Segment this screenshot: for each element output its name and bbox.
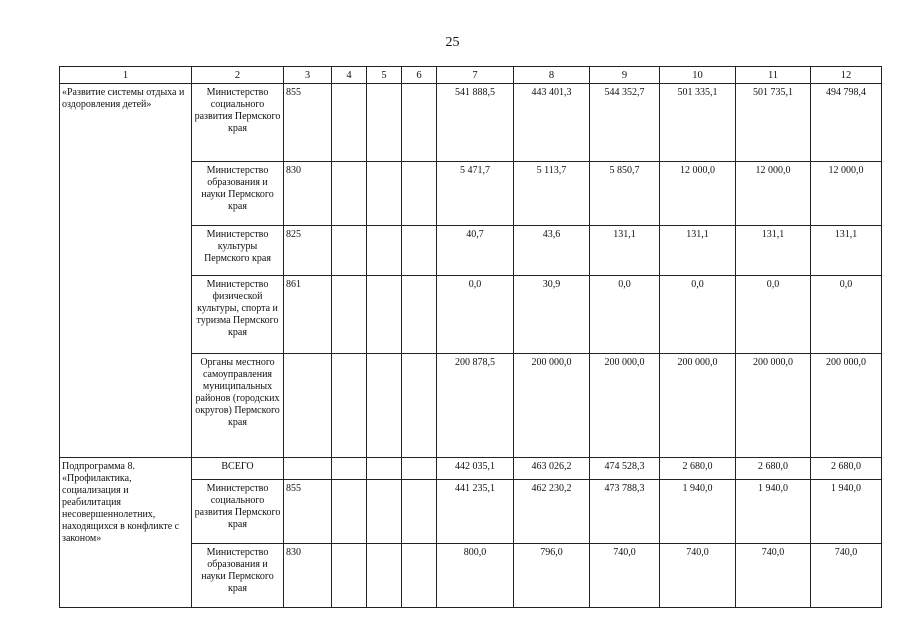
org-code	[284, 353, 332, 457]
cell-col5	[367, 161, 402, 225]
value-col10: 0,0	[660, 275, 736, 353]
cell-col5	[367, 275, 402, 353]
value-col11: 0,0	[736, 275, 811, 353]
value-col7: 200 878,5	[437, 353, 514, 457]
org-name: Министерство образования и науки Пермского края	[192, 161, 284, 225]
value-col8: 30,9	[514, 275, 590, 353]
value-col10: 2 680,0	[660, 457, 736, 479]
cell-col5	[367, 353, 402, 457]
column-header: 11	[736, 67, 811, 84]
value-col8: 463 026,2	[514, 457, 590, 479]
value-col10: 740,0	[660, 543, 736, 607]
value-col8: 443 401,3	[514, 83, 590, 161]
org-code: 830	[284, 161, 332, 225]
cell-col4	[332, 353, 367, 457]
table-row	[60, 457, 882, 479]
value-col11: 200 000,0	[736, 353, 811, 457]
value-col12: 740,0	[811, 543, 882, 607]
page-number: 25	[445, 35, 460, 50]
org-name: Министерство социального развития Пермского края	[192, 83, 284, 161]
cell-col6	[402, 543, 437, 607]
value-col8: 796,0	[514, 543, 590, 607]
cell-col4	[332, 543, 367, 607]
value-col9: 200 000,0	[590, 353, 660, 457]
table-row	[60, 83, 882, 161]
value-col9: 474 528,3	[590, 457, 660, 479]
column-header: 4	[332, 67, 367, 84]
value-col8: 200 000,0	[514, 353, 590, 457]
cell-col4	[332, 275, 367, 353]
program-name: Подпрограмма 8. «Профилактика, социализация и реабилитация несовершеннолетних, находящихся в конфликте с законом»	[60, 457, 192, 607]
column-header: 2	[192, 67, 284, 84]
value-col11: 1 940,0	[736, 479, 811, 543]
value-col9: 740,0	[590, 543, 660, 607]
org-name: Министерство физической культуры, спорта и туризма Пермского края	[192, 275, 284, 353]
org-code	[284, 457, 332, 479]
cell-col4	[332, 83, 367, 161]
cell-col5	[367, 543, 402, 607]
value-col7: 441 235,1	[437, 479, 514, 543]
value-col12: 12 000,0	[811, 161, 882, 225]
column-header: 3	[284, 67, 332, 84]
column-header: 5	[367, 67, 402, 84]
column-header: 1	[60, 67, 192, 84]
value-col11: 12 000,0	[736, 161, 811, 225]
column-header: 8	[514, 67, 590, 84]
cell-col6	[402, 457, 437, 479]
value-col9: 544 352,7	[590, 83, 660, 161]
org-code: 825	[284, 225, 332, 275]
value-col8: 5 113,7	[514, 161, 590, 225]
value-col7: 541 888,5	[437, 83, 514, 161]
column-header: 6	[402, 67, 437, 84]
value-col7: 442 035,1	[437, 457, 514, 479]
value-col7: 800,0	[437, 543, 514, 607]
cell-col6	[402, 225, 437, 275]
value-col12: 0,0	[811, 275, 882, 353]
value-col9: 473 788,3	[590, 479, 660, 543]
org-name: Министерство образования и науки Пермского края	[192, 543, 284, 607]
column-header: 7	[437, 67, 514, 84]
value-col10: 12 000,0	[660, 161, 736, 225]
org-name: Органы местного самоуправления муниципальных районов (городских округов) Пермского края	[192, 353, 284, 457]
cell-col5	[367, 457, 402, 479]
cell-col6	[402, 275, 437, 353]
value-col9: 5 850,7	[590, 161, 660, 225]
cell-col4	[332, 225, 367, 275]
value-col11: 501 735,1	[736, 83, 811, 161]
value-col7: 40,7	[437, 225, 514, 275]
value-col9: 131,1	[590, 225, 660, 275]
cell-col6	[402, 479, 437, 543]
cell-col5	[367, 83, 402, 161]
budget-table	[59, 66, 882, 608]
org-code: 855	[284, 479, 332, 543]
org-name: ВСЕГО	[192, 457, 284, 479]
value-col10: 501 335,1	[660, 83, 736, 161]
value-col11: 740,0	[736, 543, 811, 607]
cell-col6	[402, 161, 437, 225]
cell-col6	[402, 353, 437, 457]
value-col8: 462 230,2	[514, 479, 590, 543]
value-col12: 131,1	[811, 225, 882, 275]
cell-col4	[332, 479, 367, 543]
value-col9: 0,0	[590, 275, 660, 353]
org-name: Министерство социального развития Пермского края	[192, 479, 284, 543]
value-col12: 200 000,0	[811, 353, 882, 457]
column-header: 10	[660, 67, 736, 84]
value-col11: 131,1	[736, 225, 811, 275]
cell-col5	[367, 479, 402, 543]
value-col12: 494 798,4	[811, 83, 882, 161]
cell-col6	[402, 83, 437, 161]
value-col7: 0,0	[437, 275, 514, 353]
value-col10: 1 940,0	[660, 479, 736, 543]
cell-col4	[332, 457, 367, 479]
org-name: Министерство культуры Пермского края	[192, 225, 284, 275]
value-col10: 131,1	[660, 225, 736, 275]
cell-col4	[332, 161, 367, 225]
column-number-row	[60, 67, 882, 84]
org-code: 830	[284, 543, 332, 607]
value-col11: 2 680,0	[736, 457, 811, 479]
value-col8: 43,6	[514, 225, 590, 275]
value-col7: 5 471,7	[437, 161, 514, 225]
org-code: 861	[284, 275, 332, 353]
value-col12: 2 680,0	[811, 457, 882, 479]
program-name: «Развитие системы отдыха и оздоровления детей»	[60, 83, 192, 457]
cell-col5	[367, 225, 402, 275]
org-code: 855	[284, 83, 332, 161]
column-header: 9	[590, 67, 660, 84]
value-col12: 1 940,0	[811, 479, 882, 543]
value-col10: 200 000,0	[660, 353, 736, 457]
column-header: 12	[811, 67, 882, 84]
